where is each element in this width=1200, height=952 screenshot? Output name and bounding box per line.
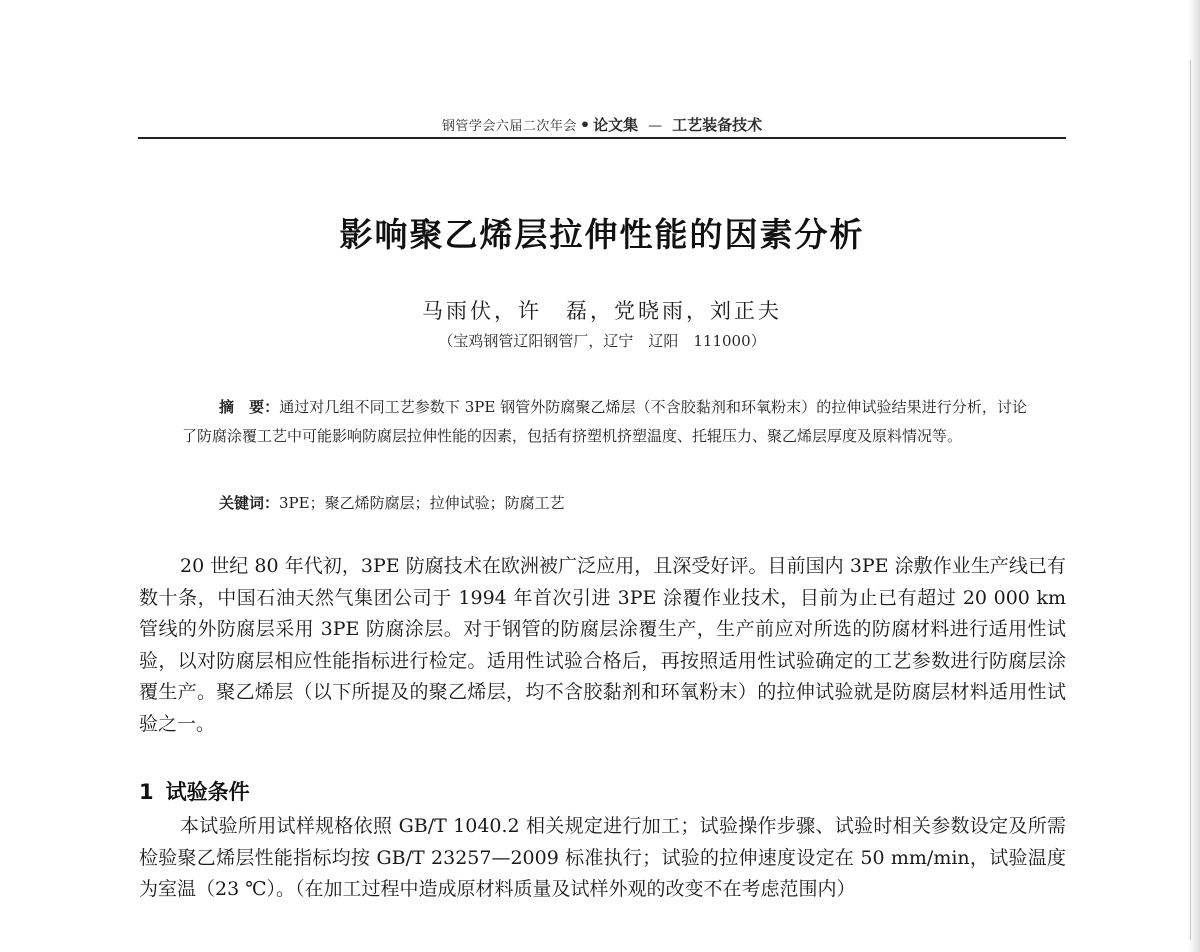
header-dash: — xyxy=(648,118,663,134)
keywords-label: 关键词： xyxy=(219,494,280,512)
author-affiliation: （宝鸡钢管辽阳钢管厂，辽宁 辽阳 111000） xyxy=(438,332,766,350)
section-title: 试验条件 xyxy=(165,780,250,804)
header-rule xyxy=(138,137,1066,139)
intro-paragraph: 20 世纪 80 年代初，3PE 防腐技术在欧洲被广泛应用，且深受好评。目前国内 3PE 涂敷作业生产线已有数十条，中国石油天然气集团公司于 1994 年首次引进 3PE 涂覆作业技术，目前为止已有超过 20 000 km 管线的外防腐层采用 3PE 防腐涂层。对于钢管的防腐层涂覆生产，生产前应对所选的防腐材料进行适用性试验，以对防腐层相应性能指标进行检定。适用性试验合格后，再按照适用性试验确定的工艺参数进行防腐层涂覆生产。聚乙烯层（以下所提及的聚乙烯层，均不含胶黏剂和环氧粉末）的拉伸试验就是防腐层材料适用性试验之一。 xyxy=(139,555,1066,735)
paper-title: 影响聚乙烯层拉伸性能的因素分析 xyxy=(339,215,865,254)
conference-series: 钢管学会六届二次年会 xyxy=(441,119,577,134)
running-header xyxy=(138,112,1066,138)
scan-edge-line xyxy=(1190,60,1191,940)
keywords xyxy=(219,489,1027,517)
abstract-text: 通过对几组不同工艺参数下 3PE 钢管外防腐聚乙烯层（不含胶黏剂和环氧粉末）的拉伸试验结果进行分析，讨论了防腐涂覆工艺中可能影响防腐层拉伸性能的因素，包括有挤塑机挤塑温度、托辊压力、聚乙烯层厚度及原料情况等。 xyxy=(182,398,1027,445)
section-heading xyxy=(139,777,1066,807)
keywords-text: 3PE；聚乙烯防腐层；拉伸试验；防腐工艺 xyxy=(279,494,565,512)
abstract-label: 摘 要： xyxy=(219,398,280,416)
proceedings-section: 工艺装备技术 xyxy=(672,116,763,134)
author-list: 马雨伏，许 磊，党晓雨，刘正夫 xyxy=(422,299,782,323)
header-separator-dot: • xyxy=(579,115,591,134)
section-paragraph: 本试验所用试样规格依照 GB/T 1040.2 相关规定进行加工；试验操作步骤、试验时相关参数设定及所需检验聚乙烯层性能指标均按 GB/T 23257—2009 标准执行；试验的拉伸速度设定在 50 mm/min，试验温度为室温（23 ℃）。（在加工过程中造成原材料质量及试样外观的改变不在考虑范围内） xyxy=(139,815,1066,900)
proceedings-volume: 论文集 xyxy=(593,116,639,134)
section-number: 1 xyxy=(139,780,154,804)
abstract xyxy=(182,393,1027,451)
